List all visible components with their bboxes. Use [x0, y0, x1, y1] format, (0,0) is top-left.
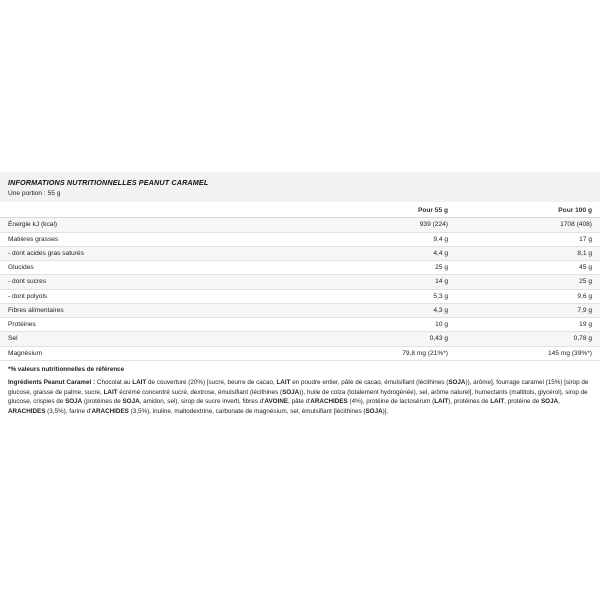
- row-value-100g: 8,1 g: [456, 246, 600, 260]
- row-value-100g: 25 g: [456, 275, 600, 289]
- row-label: - dont acides gras saturés: [0, 246, 312, 260]
- table-row: [0, 261, 600, 275]
- row-value-100g: 0,78 g: [456, 332, 600, 346]
- ingredients-label: Ingrédients Peanut Caramel :: [8, 378, 96, 386]
- row-value-55g: 79,8 mg (21%*): [312, 346, 456, 360]
- table-row: [0, 289, 600, 303]
- table-row: [0, 246, 600, 260]
- row-value-100g: 17 g: [456, 232, 600, 246]
- row-value-55g: 0,43 g: [312, 332, 456, 346]
- row-value-55g: 4,3 g: [312, 303, 456, 317]
- column-header-per-55g: Pour 55 g: [312, 202, 456, 218]
- row-label: Glucides: [0, 261, 312, 275]
- row-value-55g: 9,4 g: [312, 232, 456, 246]
- row-value-55g: 10 g: [312, 318, 456, 332]
- row-label: - dont sucres: [0, 275, 312, 289]
- nutrition-table-body: [0, 218, 600, 361]
- row-label: Fibres alimentaires: [0, 303, 312, 317]
- nutrition-title-block: [0, 172, 600, 202]
- row-value-55g: 4,4 g: [312, 246, 456, 260]
- table-header-row: [0, 202, 600, 218]
- table-row: [0, 218, 600, 232]
- row-value-55g: 939 (224): [312, 218, 456, 232]
- row-value-100g: 45 g: [456, 261, 600, 275]
- row-label: Protéines: [0, 318, 312, 332]
- table-row: [0, 275, 600, 289]
- row-label: - dont polyols: [0, 289, 312, 303]
- row-label: Sel: [0, 332, 312, 346]
- row-value-55g: 5,3 g: [312, 289, 456, 303]
- table-row: [0, 346, 600, 360]
- ingredients-paragraph: [0, 378, 600, 417]
- row-label: Magnésium: [0, 346, 312, 360]
- nutrition-footnote: *% valeurs nutritionnelles de référence: [8, 365, 125, 373]
- row-label: Matières grasses: [0, 232, 312, 246]
- ingredients-text: Chocolat au LAIT de couverture (20%) [sucre, beurre de cacao, LAIT en poudre entier, pâte de cacao, émulsifiant (lécithines (SOJA)), arôme], fourrage caramel (15%) [sirop de glucose, graisse de palme, sucre, LAIT écrémé concentré sucré, dextrose, émulsifiant (lécithines (SOJA)), huile de colza (totalement hydrogénée), sel, arôme naturel], humectants (maltitols, glycérol), sirop de glucose, crispies de SOJA (protéines de SOJA, amidon, sel), sirop de sucre inverti, fibres d'AVOINE, pâte d'ARACHIDES (4%), protéine de lactosérum (LAIT), protéines de LAIT, protéine de SOJA, ARACHIDES (3,5%), farine d'ARACHIDES (3,5%), inuline, maltodextrine, carbonate de magnésium, sel, émulsifiant [lécithines (SOJA)].: [8, 378, 589, 415]
- portion-size-text: Une portion : 55 g: [8, 190, 61, 197]
- table-row: [0, 232, 600, 246]
- table-row: [0, 318, 600, 332]
- row-value-55g: 25 g: [312, 261, 456, 275]
- row-value-100g: 1708 (408): [456, 218, 600, 232]
- row-value-100g: 9,6 g: [456, 289, 600, 303]
- row-value-55g: 14 g: [312, 275, 456, 289]
- nutrition-panel: [0, 172, 600, 417]
- row-value-100g: 19 g: [456, 318, 600, 332]
- column-header-nutrient: [0, 202, 312, 218]
- nutrition-table-head: [0, 202, 600, 218]
- row-label: Énergie kJ (kcal): [0, 218, 312, 232]
- table-row: [0, 332, 600, 346]
- table-row: [0, 303, 600, 317]
- row-value-100g: 7,9 g: [456, 303, 600, 317]
- nutrition-table: [0, 202, 600, 361]
- page-title: INFORMATIONS NUTRITIONNELLES PEANUT CARAMEL: [8, 178, 209, 187]
- row-value-100g: 145 mg (39%*): [456, 346, 600, 360]
- column-header-per-100g: Pour 100 g: [456, 202, 600, 218]
